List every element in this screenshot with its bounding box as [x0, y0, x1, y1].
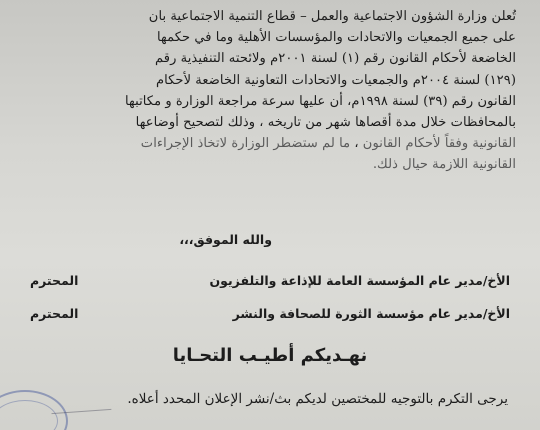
body-line-4: (١٢٩) لسنة ٢٠٠٤م والجمعيات والاتحادات التعاونية الخاضعة لأحكام: [155, 72, 516, 88]
closing-phrase: والله الموفق،،،: [179, 232, 272, 247]
recipient-row-2: [30, 306, 510, 321]
body-line-1: تُعلن وزارة الشؤون الاجتماعية والعمل – قطاع التنمية الاجتماعية بان: [148, 9, 516, 24]
recipient-row-1: [30, 273, 510, 288]
recipient-1-name: الأخ/مدير عام المؤسسة العامة للإذاعة والتلفزيون: [209, 273, 510, 288]
body-line-5: القانون رقم (٣٩) لسنة ١٩٩٨م، أن عليها سرعة مراجعة الوزارة و مكاتبها: [125, 93, 516, 109]
body-line-2: على جميع الجمعيات والاتحادات والمؤسسات الأهلية وما في حكمها: [156, 30, 516, 46]
greeting-line: نهـديكم أطيـب التحـايا: [172, 345, 368, 366]
request-line: يرجى التكرم بالتوجيه للمختصين لديكم بث/نشر الإعلان المحدد أعلاه.: [127, 391, 508, 407]
body-line-7: [14, 133, 516, 154]
body-line-3: الخاضعة لأحكام القانون رقم (١) لسنة ٢٠٠١م ولائحته التنفيذية رقم: [155, 51, 516, 67]
recipient-1-title: المحترم: [30, 273, 79, 288]
body-line-7b: ما لم ستضطر الوزارة لاتخاذ الإجراءات: [140, 136, 351, 152]
body-line-7a: القانونية وفقاً لأحكام القانون: [362, 136, 516, 152]
body-line-6: بالمحافظات خلال مدة أقصاها شهر من تاريخه ، وذلك لتصحيح أوضاعها: [135, 115, 516, 131]
announcement-body: [14, 6, 516, 176]
recipient-2-name: الأخ/مدير عام مؤسسة الثورة للصحافة والنشر: [232, 306, 510, 321]
body-line-7-sep: ،: [350, 136, 363, 152]
signature-mark: [51, 409, 112, 430]
body-line-8: القانونية اللازمة حيال ذلك.: [372, 157, 516, 173]
stamp-inner-ring: [0, 400, 58, 430]
recipient-2-title: المحترم: [30, 306, 79, 321]
